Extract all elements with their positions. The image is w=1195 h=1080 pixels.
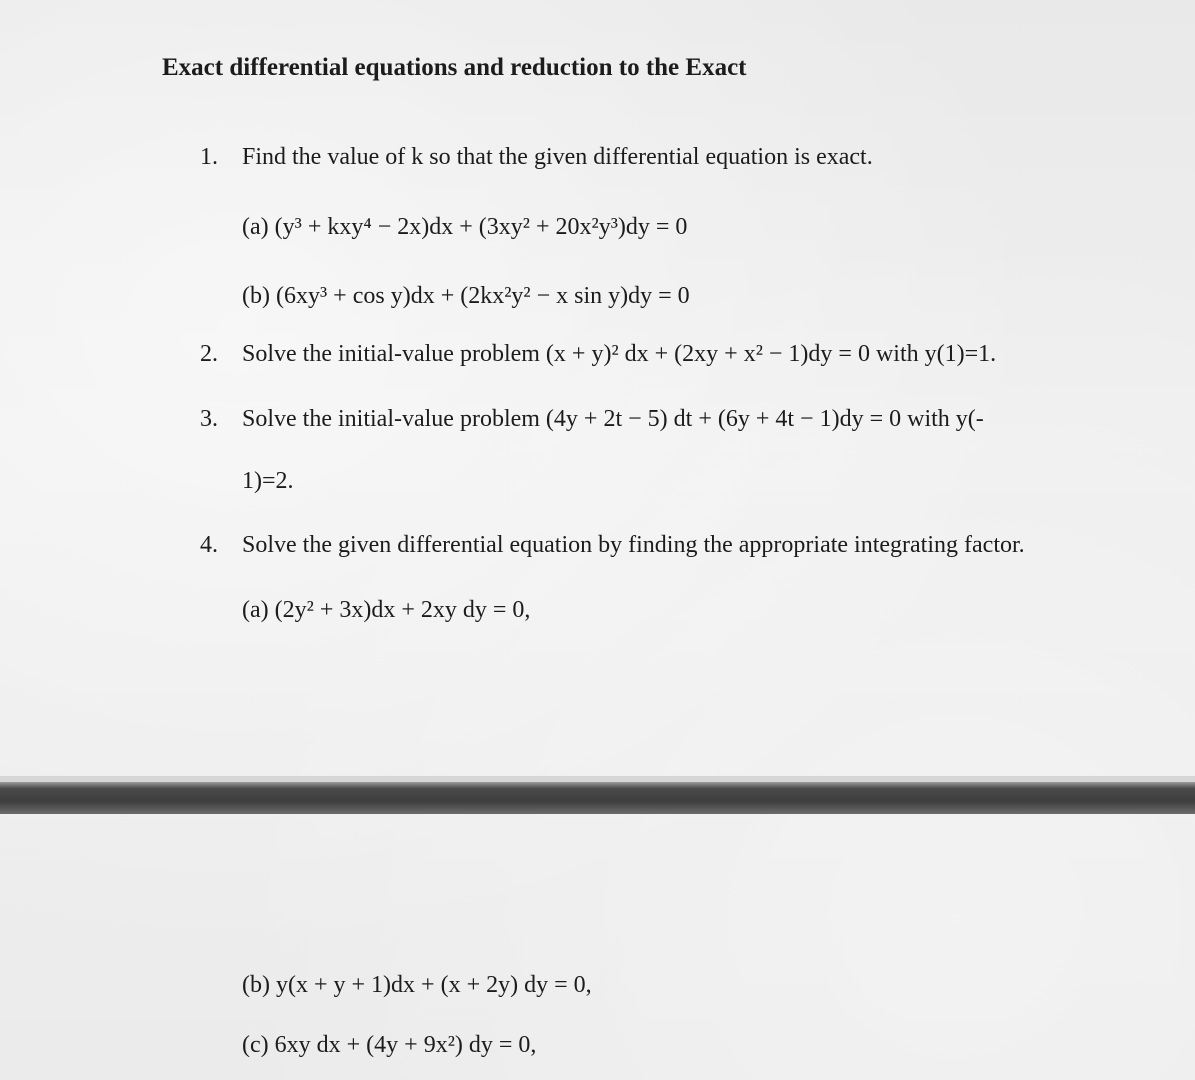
- question-text: Find the value of k so that the given differential equation is exact.: [242, 144, 873, 170]
- question-3: [200, 406, 984, 433]
- question-1a: (a) (y³ + kxy⁴ − 2x)dx + (3xy² + 20x²y³)dy = 0: [242, 214, 688, 240]
- question-2: [200, 341, 996, 368]
- question-1b: (b) (6xy³ + cos y)dx + (2kx²y² − x sin y)dy = 0: [242, 283, 690, 309]
- question-3-continuation: 1)=2.: [242, 468, 294, 494]
- question-number: 2.: [200, 341, 218, 367]
- question-4b: (b) y(x + y + 1)dx + (x + 2y) dy = 0,: [242, 972, 592, 998]
- question-text: Solve the given differential equation by finding the appropriate integrating factor.: [242, 532, 1025, 558]
- question-text: Solve the initial-value problem (x + y)² dx + (2xy + x² − 1)dy = 0 with y(1)=1.: [242, 341, 997, 367]
- document-title: Exact differential equations and reduction to the Exact: [162, 54, 747, 81]
- question-number: 4.: [200, 532, 218, 558]
- question-4a: (a) (2y² + 3x)dx + 2xy dy = 0,: [242, 597, 531, 623]
- page-break-bar: [0, 782, 1195, 814]
- question-4c: (c) 6xy dx + (4y + 9x²) dy = 0,: [242, 1032, 537, 1058]
- question-1: [200, 144, 873, 171]
- question-4: [200, 532, 1025, 559]
- question-text: Solve the initial-value problem (4y + 2t − 5) dt + (6y + 4t − 1)dy = 0 with y(-: [242, 406, 984, 432]
- question-number: 1.: [200, 144, 218, 170]
- question-number: 3.: [200, 406, 218, 432]
